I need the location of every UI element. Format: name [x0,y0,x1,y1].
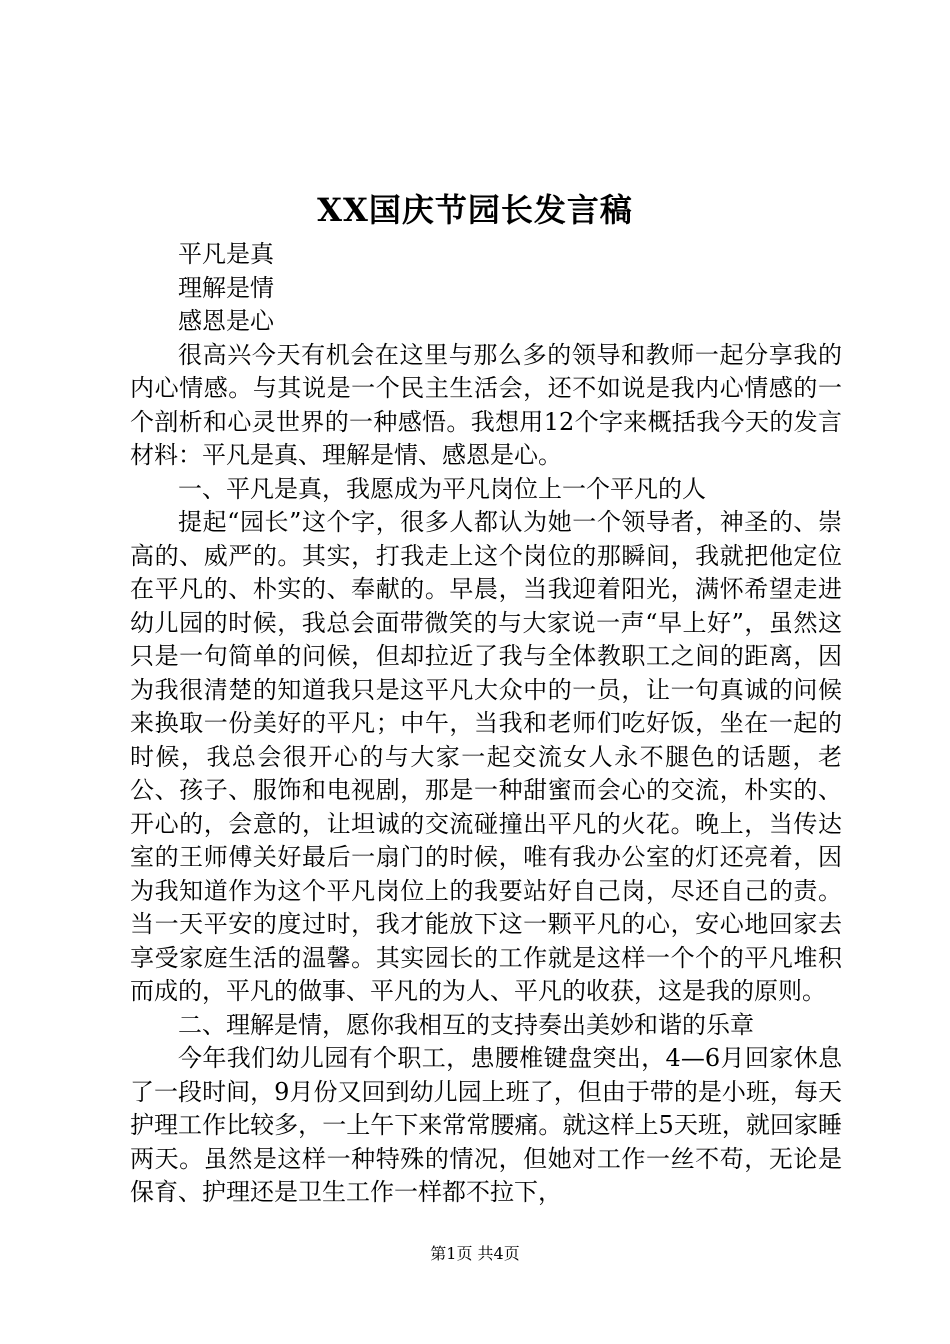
section-heading: 一、平凡是真，我愿成为平凡岗位上一个平凡的人 [178,474,706,503]
document-title: XX国庆节园长发言稿 [317,191,633,229]
section-heading: 二、理解是情，愿你我相互的支持奏出美妙和谐的乐章 [178,1010,754,1039]
document-body [130,238,842,1210]
paragraph: 平凡是真 [178,240,274,268]
paragraph: 理解是情 [178,273,274,302]
paragraph: 很高兴今天有机会在这里与那么多的领导和教师一起分享我的内心情感。与其说是一个民主生活会，还不如说是我内心情感的一个剖析和心灵世界的一种感悟。我想用12个字来概括我今天的发言材料：平凡是真、理解是情、感恩是心。 [130,340,842,469]
paragraph: 感恩是心 [178,307,274,335]
paragraph: 今年我们幼儿园有个职工，患腰椎键盘突出，4—6月回家休息了一段时间，9月份又回到幼儿园上班了，但由于带的是小班，每天护理工作比较多，一上午下来常常腰痛。就这样上5天班，就回家睡两天。虽然是这样一种特殊的情况，但她对工作一丝不苟，无论是保育、护理还是卫生工作一样都不拉下， [130,1044,842,1206]
paragraph: 提起“园长”这个字，很多人都认为她一个领导者，神圣的、崇高的、威严的。其实，打我走上这个岗位的那瞬间，我就把他定位在平凡的、朴实的、奉献的。早晨，当我迎着阳光，满怀希望走进幼儿园的时候，我总会面带微笑的与大家说一声“早上好”，虽然这只是一句简单的问候，但却拉近了我与全体教职工之间的距离，因为我很清楚的知道我只是这平凡大众中的一员，让一句真诚的问候来换取一份美好的平凡；中午，当我和老师们吃好饭，坐在一起的时候，我总会很开心的与大家一起交流女人永不腿色的话题，老公、孩子、服饰和电视剧，那是一种甜蜜而会心的交流，朴实的、开心的，会意的，让坦诚的交流碰撞出平凡的火花。晚上，当传达室的王师傅关好最后一扇门的时候，唯有我办公室的灯还亮着，因为我知道作为这个平凡岗位上的我要站好自己岗，尽还自己的责。当一天平安的度过时，我才能放下这一颗平凡的心，安心地回家去享受家庭生活的温馨。其实园长的工作就是这样一个个的平凡堆积而成的，平凡的做事、平凡的为人、平凡的收获，这是我的原则。 [130,508,842,1005]
page-footer: 第1页 共4页 [430,1244,520,1263]
